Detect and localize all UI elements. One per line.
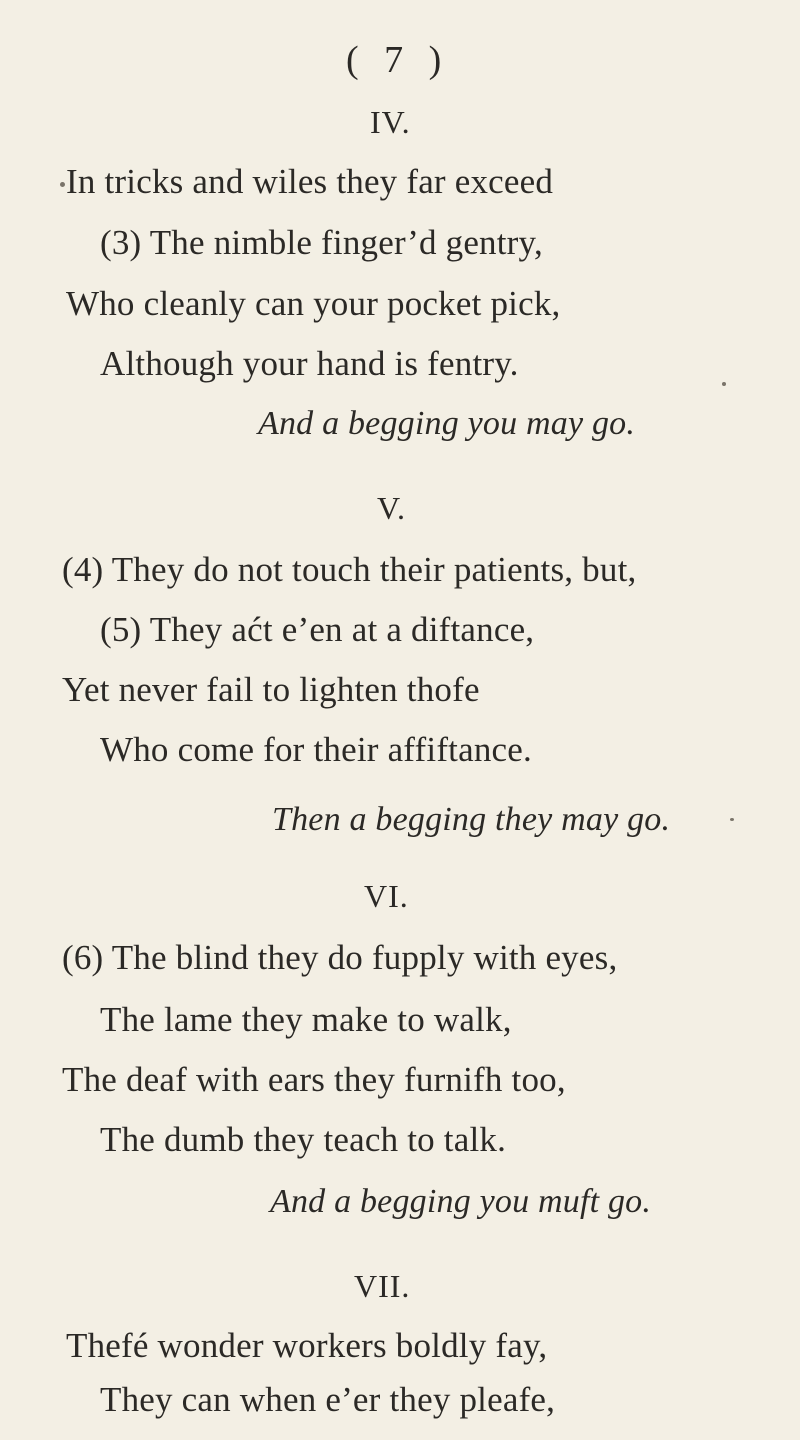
refrain-line: Then a begging they may go. <box>272 801 671 838</box>
verse-line: (3) The nimble finger’d gentry, <box>100 223 543 262</box>
verse-line: The dumb they teach to talk. <box>100 1120 507 1159</box>
page-number: ( 7 ) <box>346 39 450 81</box>
stanza-numeral: VII. <box>354 1268 411 1304</box>
verse-line: Yet never fail to lighten thofe <box>62 670 480 709</box>
verse-line: (5) They aćt e’en at a diftance, <box>100 610 535 649</box>
verse-line: Although your hand is fentry. <box>100 344 519 383</box>
verse-line: The deaf with ears they furnifh too, <box>62 1060 566 1099</box>
refrain-line: And a begging you may go. <box>258 405 636 442</box>
verse-line: (4) They do not touch their patients, but, <box>62 550 637 589</box>
stanza-numeral: V. <box>377 490 406 526</box>
verse-line: Who come for their affiftance. <box>100 730 532 769</box>
paper-speck <box>60 182 65 187</box>
verse-line: (6) The blind they do fupply with eyes, <box>62 938 618 977</box>
paper-speck <box>722 382 726 386</box>
verse-line: Thefé wonder workers boldly fay, <box>66 1326 548 1365</box>
stanza-numeral: VI. <box>364 878 409 914</box>
verse-line: Who cleanly can your pocket pick, <box>66 284 561 323</box>
verse-line: In tricks and wiles they far exceed <box>66 162 554 201</box>
verse-line: They can when e’er they pleafe, <box>100 1380 556 1419</box>
refrain-line: And a begging you muft go. <box>270 1183 652 1220</box>
paper-speck <box>730 818 734 821</box>
verse-line: The lame they make to walk, <box>100 1000 512 1039</box>
stanza-numeral: IV. <box>370 104 411 140</box>
